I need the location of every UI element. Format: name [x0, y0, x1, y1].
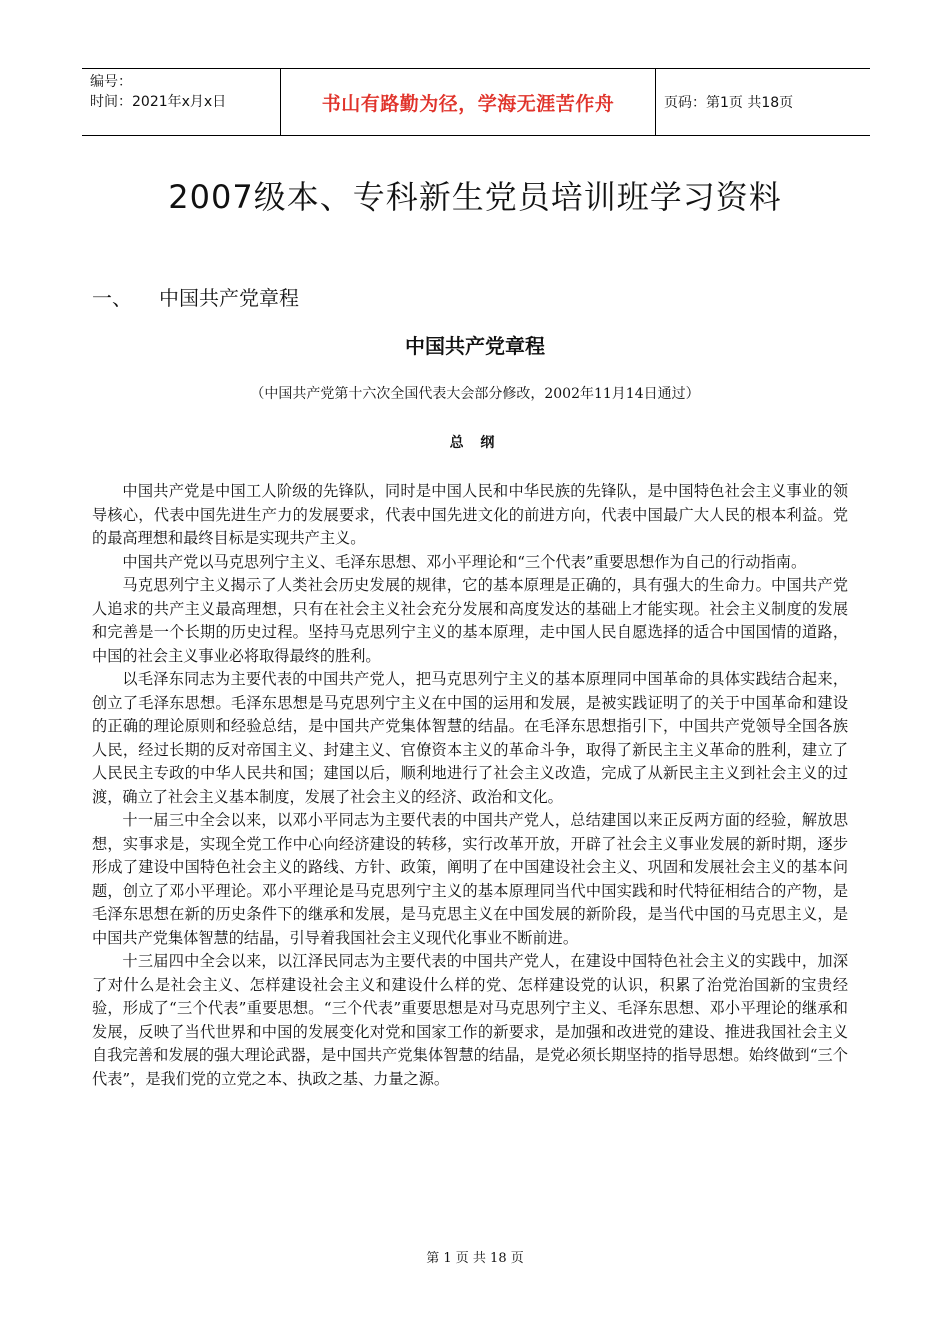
section-number: 一、 [92, 286, 132, 310]
motto: 书山有路勤为径，学海无涯苦作舟 [281, 69, 656, 135]
paragraph: 中国共产党以马克思列宁主义、毛泽东思想、邓小平理论和“三个代表”重要思想作为自己的行动指南。 [122, 552, 807, 571]
page-info: 页码：第1页 共18页 [664, 95, 794, 111]
charter-title: 中国共产党章程 [405, 334, 545, 358]
section-title: 中国共产党章程 [159, 286, 299, 310]
time-label: 时间：2021年x月x日 [90, 94, 227, 110]
body-text [92, 480, 848, 1091]
paragraph: 以毛泽东同志为主要代表的中国共产党人，把马克思列宁主义的基本原理同中国革命的具体实践结合起来，创立了毛泽东思想。毛泽东思想是马克思列宁主义在中国的运用和发展，是被实践证明了的关于中国革命和建设的正确的理论原则和经验总结，是中国共产党集体智慧的结晶。在毛泽东思想指引下，中国共产党领导全国各族人民，经过长期的反对帝国主义、封建主义、官僚资本主义的革命斗争，取得了新民主主义革命的胜利，建立了人民民主专政的中华人民共和国；建国以后，顺利地进行了社会主义改造，完成了从新民主主义到社会主义的过渡，确立了社会主义基本制度，发展了社会主义的经济、政治和文化。 [92, 670, 848, 806]
charter-subtitle: （中国共产党第十六次全国代表大会部分修改，2002年11月14日通过） [250, 386, 700, 402]
paragraph: 十三届四中全会以来，以江泽民同志为主要代表的中国共产党人，在建设中国特色社会主义的实践中，加深了对什么是社会主义、怎样建设社会主义和建设什么样的党、怎样建设党的认识，积累了治党治国新的宝贵经验，形成了“三个代表”重要思想。“三个代表”重要思想是对马克思列宁主义、毛泽东思想、邓小平理论的继承和发展，反映了当代世界和中国的发展变化对党和国家工作的新要求，是加强和改进党的建设、推进我国社会主义自我完善和发展的强大理论武器，是中国共产党集体智慧的结晶，是党必须长期坚持的指导思想。始终做到“三个代表”，是我们党的立党之本、执政之基、力量之源。 [92, 952, 848, 1088]
general-program-heading: 总 纲 [449, 435, 501, 451]
page-footer: 第 1 页 共 18 页 [426, 1251, 524, 1266]
paragraph: 十一届三中全会以来，以邓小平同志为主要代表的中国共产党人，总结建国以来正反两方面的经验，解放思想，实事求是，实现全党工作中心向经济建设的转移，实行改革开放，开辟了社会主义事业发展的新时期，逐步形成了建设中国特色社会主义的路线、方针、政策，阐明了在中国建设社会主义、巩固和发展社会主义的基本问题，创立了邓小平理论。邓小平理论是马克思列宁主义的基本原理同当代中国实践和时代特征相结合的产物，是毛泽东思想在新的历史条件下的继承和发展，是马克思主义在中国发展的新阶段，是当代中国的马克思主义，是中国共产党集体智慧的结晶，引导着我国社会主义现代化事业不断前进。 [92, 811, 848, 947]
paragraph: 中国共产党是中国工人阶级的先锋队，同时是中国人民和中华民族的先锋队，是中国特色社会主义事业的领导核心，代表中国先进生产力的发展要求，代表中国先进文化的前进方向，代表中国最广大人民的根本利益。党的最高理想和最终目标是实现共产主义。 [92, 482, 848, 547]
section-heading [92, 282, 299, 311]
number-label: 编号： [90, 74, 132, 90]
header-table [82, 68, 870, 136]
header-left-cell [82, 69, 281, 135]
paragraph: 马克思列宁主义揭示了人类社会历史发展的规律，它的基本原理是正确的，具有强大的生命力。中国共产党人追求的共产主义最高理想，只有在社会主义社会充分发展和高度发达的基础上才能实现。社会主义制度的发展和完善是一个长期的历史过程。坚持马克思列宁主义的基本原理，走中国人民自愿选择的适合中国国情的道路，中国的社会主义事业必将取得最终的胜利。 [92, 576, 848, 665]
document-title: 2007级本、专科新生党员培训班学习资料 [168, 178, 782, 216]
